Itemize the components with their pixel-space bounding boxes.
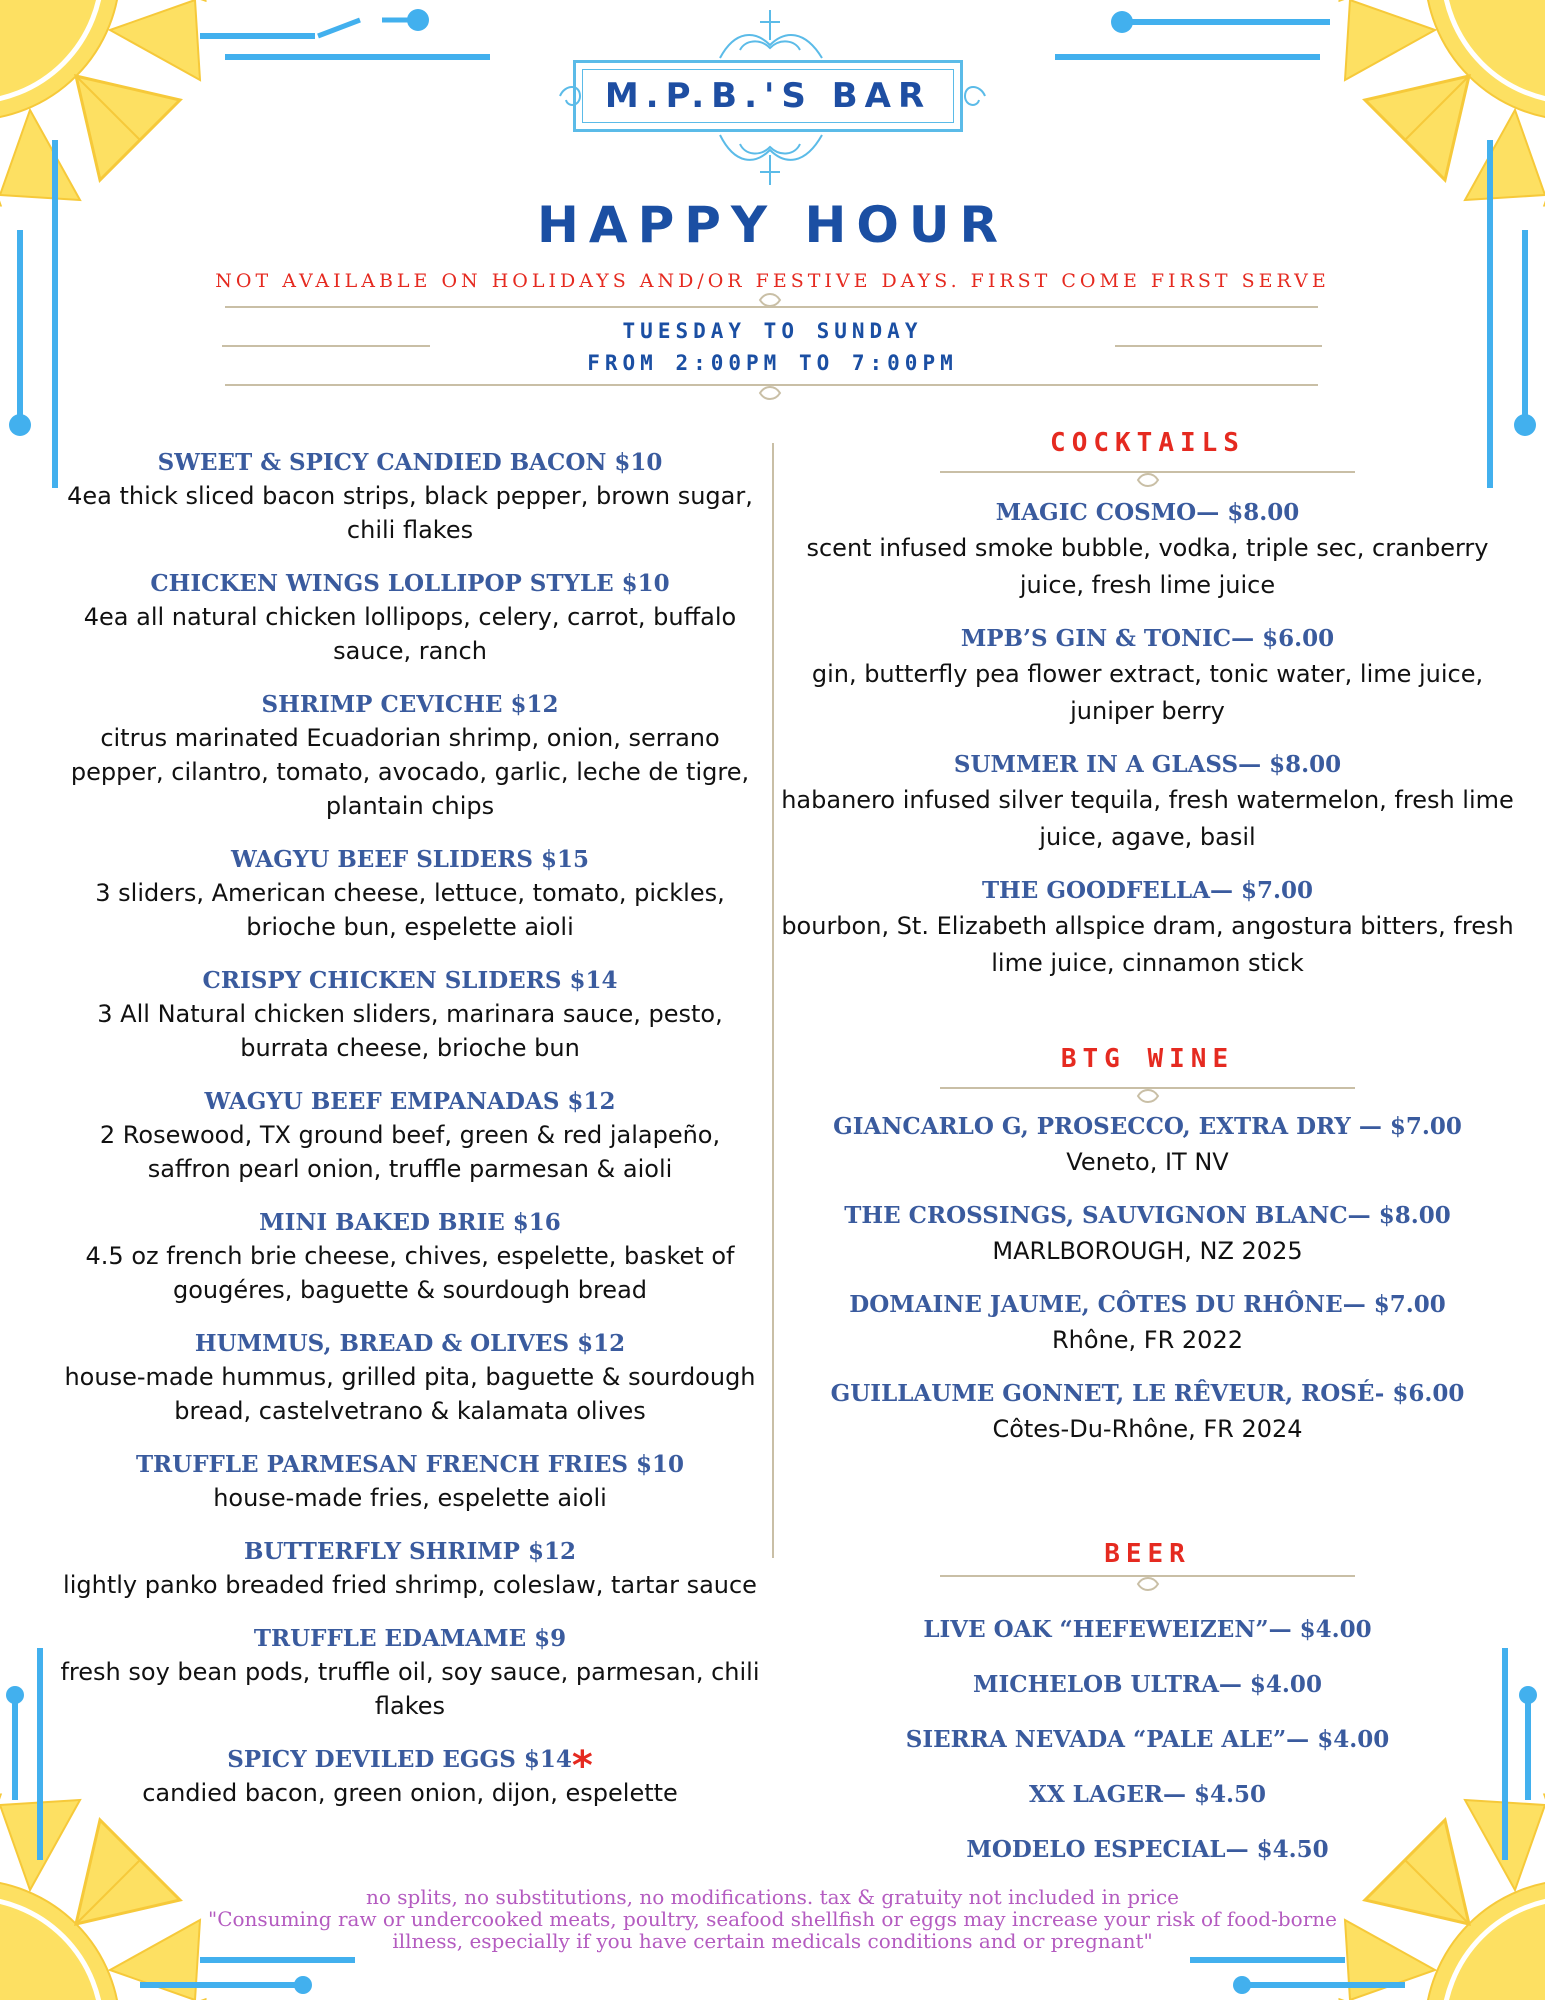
section-heading-beer: BEER (1104, 1539, 1191, 1569)
menu-item-name-row (55, 1743, 765, 1789)
menu-item (55, 1206, 765, 1307)
menu-item-description: Rhône, FR 2022 (1052, 1326, 1243, 1354)
asterisk-icon: * (571, 1743, 593, 1789)
menu-item-name: MINI BAKED BRIE $16 (259, 1209, 561, 1236)
menu-item-name: GUILLAUME GONNET, LE RÊVEUR, ROSÉ- $6.00 (830, 1380, 1465, 1407)
menu-item (55, 1448, 765, 1515)
section-heading-cocktails: COCKTAILS (1050, 428, 1245, 458)
menu-item-name: MAGIC COSMO— $8.00 (995, 499, 1300, 526)
menu-item-name: WAGYU BEEF EMPANADAS $12 (204, 1088, 616, 1115)
menu-item-name: MPB’S GIN & TONIC— $6.00 (960, 625, 1335, 652)
menu-item-name: TRUFFLE PARMESAN FRENCH FRIES $10 (135, 1451, 685, 1478)
menu-item-description: house-made fries, espelette aioli (213, 1484, 607, 1512)
menu-item (775, 622, 1520, 730)
bar-logo (573, 60, 963, 132)
footer-warning-line: illness, especially if you have certain medicals conditions and or pregnant" (392, 1929, 1153, 1953)
beer-section (775, 1539, 1520, 1888)
menu-item-name: THE CROSSINGS, SAUVIGNON BLANC— $8.00 (844, 1202, 1451, 1229)
wine-section (775, 1044, 1520, 1466)
menu-item (55, 1743, 765, 1810)
menu-item-name: GIANCARLO G, PROSECCO, EXTRA DRY — $7.00 (833, 1113, 1462, 1140)
menu-item-name: CHICKEN WINGS LOLLIPOP STYLE $10 (150, 570, 670, 597)
menu-item (55, 843, 765, 944)
menu-item-name: WAGYU BEEF SLIDERS $15 (231, 846, 589, 873)
menu-item-description: 2 Rosewood, TX ground beef, green & red jalapeño, saffron pearl onion, truffle parmesan & aioli (99, 1121, 721, 1183)
footer-disclaimer (0, 1886, 1545, 1952)
menu-item (775, 1110, 1520, 1181)
menu-item-description: 4.5 oz french brie cheese, chives, espelette, basket of gougéres, baguette & sourdough bread (85, 1242, 735, 1304)
sun-top-left (0, 0, 205, 205)
menu-item-description: fresh soy bean pods, truffle oil, soy sauce, parmesan, chili flakes (60, 1658, 760, 1720)
menu-item-name: MODELO ESPECIAL— $4.50 (966, 1836, 1329, 1863)
menu-item (55, 567, 765, 668)
menu-item-name: SHRIMP CEVICHE $12 (261, 691, 559, 718)
footer-policy-line: no splits, no substitutions, no modifications. tax & gratuity not included in price (366, 1885, 1179, 1909)
menu-item-description: 4ea all natural chicken lollipops, celery, carrot, buffalo sauce, ranch (83, 603, 737, 665)
menu-item-name: LIVE OAK “HEFEWEIZEN”— $4.00 (923, 1616, 1372, 1643)
menu-item-name: SIERRA NEVADA “PALE ALE”— $4.00 (905, 1726, 1390, 1753)
bar-name: M.P.B.'S BAR (604, 76, 932, 116)
menu-item-description: Côtes-Du-Rhône, FR 2024 (992, 1415, 1303, 1443)
menu-item-description: MARLBOROUGH, NZ 2025 (992, 1237, 1303, 1265)
menu-item (775, 1199, 1520, 1270)
menu-item-name: CRISPY CHICKEN SLIDERS $14 (202, 967, 618, 994)
menu-item (55, 1327, 765, 1428)
cocktails-section (775, 428, 1520, 1000)
menu-item-name: HUMMUS, BREAD & OLIVES $12 (194, 1330, 626, 1357)
menu-item (775, 1377, 1520, 1448)
menu-item-description: citrus marinated Ecuadorian shrimp, onion, serrano pepper, cilantro, tomato, avocado, garlic, leche de tigre, plantain chips (70, 724, 750, 820)
menu-item-description: lightly panko breaded fried shrimp, coleslaw, tartar sauce (63, 1571, 757, 1599)
menu-item-description: 4ea thick sliced bacon strips, black pepper, brown sugar, chili flakes (67, 482, 753, 544)
menu-item-description: candied bacon, green onion, dijon, espelette (142, 1779, 678, 1807)
menu-item-description: gin, butterfly pea flower extract, tonic water, lime juice, juniper berry (811, 660, 1484, 725)
page-title: HAPPY HOUR (537, 196, 1008, 254)
menu-item-description: 3 sliders, American cheese, lettuce, tomato, pickles, brioche bun, espelette aioli (95, 879, 725, 941)
availability-notice: NOT AVAILABLE ON HOLIDAYS AND/OR FESTIVE DAYS. FIRST COME FIRST SERVE (215, 270, 1330, 292)
menu-item (775, 1288, 1520, 1359)
menu-item-name: TRUFFLE EDAMAME $9 (253, 1625, 567, 1652)
menu-item-name: DOMAINE JAUME, CÔTES DU RHÔNE— $7.00 (849, 1291, 1446, 1318)
menu-item-description: scent infused smoke bubble, vodka, triple sec, cranberry juice, fresh lime juice (806, 534, 1489, 599)
days-of-week: TUESDAY TO SUNDAY (622, 319, 923, 343)
menu-item-name: SPICY DEVILED EGGS $14 (227, 1746, 572, 1773)
time-window: FROM 2:00PM TO 7:00PM (587, 351, 958, 375)
menu-item-description: house-made hummus, grilled pita, baguette & sourdough bread, castelvetrano & kalamata olives (64, 1363, 756, 1425)
menu-item (775, 496, 1520, 604)
menu-item (55, 446, 765, 547)
sun-top-right (1340, 0, 1545, 205)
menu-item-name: THE GOODFELLA— $7.00 (981, 877, 1314, 904)
menu-item-name: BUTTERFLY SHRIMP $12 (244, 1538, 576, 1565)
menu-item-name: MICHELOB ULTRA— $4.00 (973, 1671, 1322, 1698)
menu-item (55, 688, 765, 823)
menu-item-description: bourbon, St. Elizabeth allspice dram, angostura bitters, fresh lime juice, cinnamon stick (781, 912, 1514, 977)
menu-item-name: XX LAGER— $4.50 (1028, 1781, 1267, 1808)
menu-item (775, 874, 1520, 982)
menu-item-name: SUMMER IN A GLASS— $8.00 (953, 751, 1342, 778)
food-menu (55, 446, 765, 1830)
menu-item-name: SWEET & SPICY CANDIED BACON $10 (157, 449, 663, 476)
menu-item-description: 3 All Natural chicken sliders, marinara sauce, pesto, burrata cheese, brioche bun (97, 1000, 723, 1062)
menu-item (55, 1535, 765, 1602)
menu-item (55, 1622, 765, 1723)
footer-warning-line: "Consuming raw or undercooked meats, poultry, seafood shellfish or eggs may increase your risk of food-borne (208, 1907, 1337, 1931)
menu-item (775, 748, 1520, 856)
menu-item (55, 964, 765, 1065)
menu-item (55, 1085, 765, 1186)
menu-item-description: habanero infused silver tequila, fresh watermelon, fresh lime juice, agave, basil (781, 786, 1514, 851)
menu-item-description: Veneto, IT NV (1066, 1148, 1229, 1176)
section-heading-wine: BTG WINE (1060, 1044, 1235, 1074)
